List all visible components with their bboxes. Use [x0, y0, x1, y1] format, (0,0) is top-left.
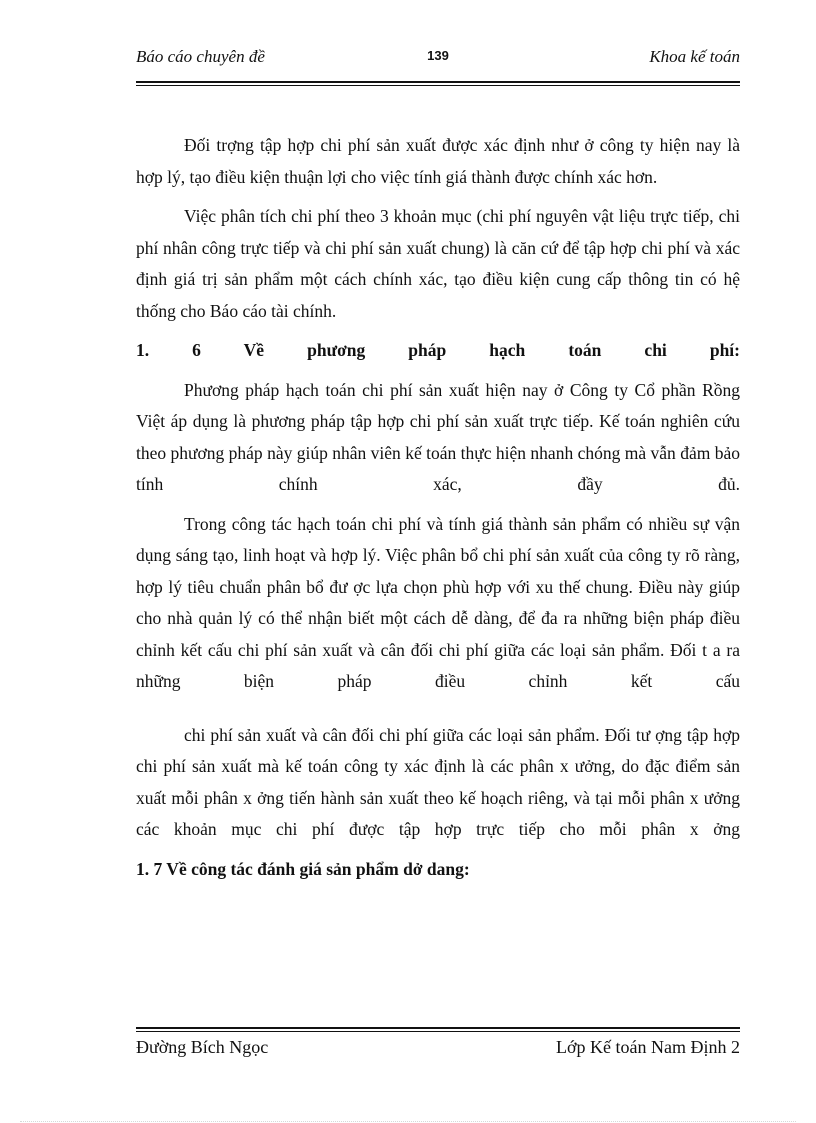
paragraph-cost-allocation: Trong công tác hạch toán chi phí và tính giá thành sản phẩm có nhiều sự vận dụng sáng tạo, linh hoạt và hợp lý. Việc phân bổ chi phí sản xuất của công ty rõ ràng, hợp lý tiêu chuẩn phân bổ đư ợc lựa chọn phù hợp với xu thế chung. Điều này giúp cho nhà quản lý có thể nhận biết một cách dễ dàng, để đa ra những biện pháp điều chỉnh kết cấu chi phí sản xuất và cân đối chi phí giữa các loại sản phẩm. Đối t a ra những biện pháp điều chỉnh kết cấu	[136, 513, 740, 691]
footer-class: Lớp Kế toán Nam Định 2	[556, 1037, 740, 1057]
header-report-title: Báo cáo chuyên đề	[136, 47, 265, 66]
paragraph-cost-object: Đối trợng tập hợp chi phí sản xuất được xác định như ở công ty hiện nay là hợp lý, tạo điều kiện thuận lợi cho việc tính giá thành được chính xác hơn.	[136, 135, 740, 187]
paragraph-accounting-method: Phương pháp hạch toán chi phí sản xuất hiện nay ở Công ty Cổ phần Rồng Việt áp dụng là phương pháp tập hợp chi phí sản xuất trực tiếp. Kế toán nghiên cứu theo phương pháp này giúp nhân viên kế toán thực hiện nhanh chóng mà vẫn đảm bảo tính chính xác, đầy đủ.	[136, 379, 740, 494]
header-department: Khoa kế toán	[649, 47, 740, 66]
heading-accounting-method: 1. 6 Về phương pháp hạch toán chi phí:	[136, 340, 740, 360]
page-number: 139	[427, 48, 449, 63]
paragraph-workshop-costs: chi phí sản xuất và cân đối chi phí giữa các loại sản phẩm. Đối tư ợng tập hợp chi phí sản xuất mà kế toán công ty xác định là các phân x ưởng, do đặc điểm sản xuất mỗi phân x ởng tiến hành sản xuất theo kế hoạch riêng, và tại mỗi phân x ưởng các khoản mục chi phí được tập hợp trực tiếp cho mỗi phân x ởng	[136, 724, 740, 839]
page-body	[136, 130, 740, 893]
footer-divider	[136, 1027, 740, 1032]
footer-author: Đường Bích Ngọc	[136, 1037, 269, 1057]
header-divider	[136, 81, 740, 86]
paragraph-cost-analysis: Việc phân tích chi phí theo 3 khoản mục (chi phí nguyên vật liệu trực tiếp, chi phí nhân công trực tiếp và chi phí sản xuất chung) là căn cứ để tập hợp chi phí và xác định giá trị sản phẩm một cách chính xác, tạo điều kiện cung cấp thông tin có hệ thống cho Báo cáo tài chính.	[136, 206, 740, 321]
page-edge-dotted-line	[20, 1121, 796, 1122]
page-header	[136, 47, 740, 69]
heading-wip-valuation: 1. 7 Về công tác đánh giá sản phẩm dở dang:	[136, 858, 470, 879]
